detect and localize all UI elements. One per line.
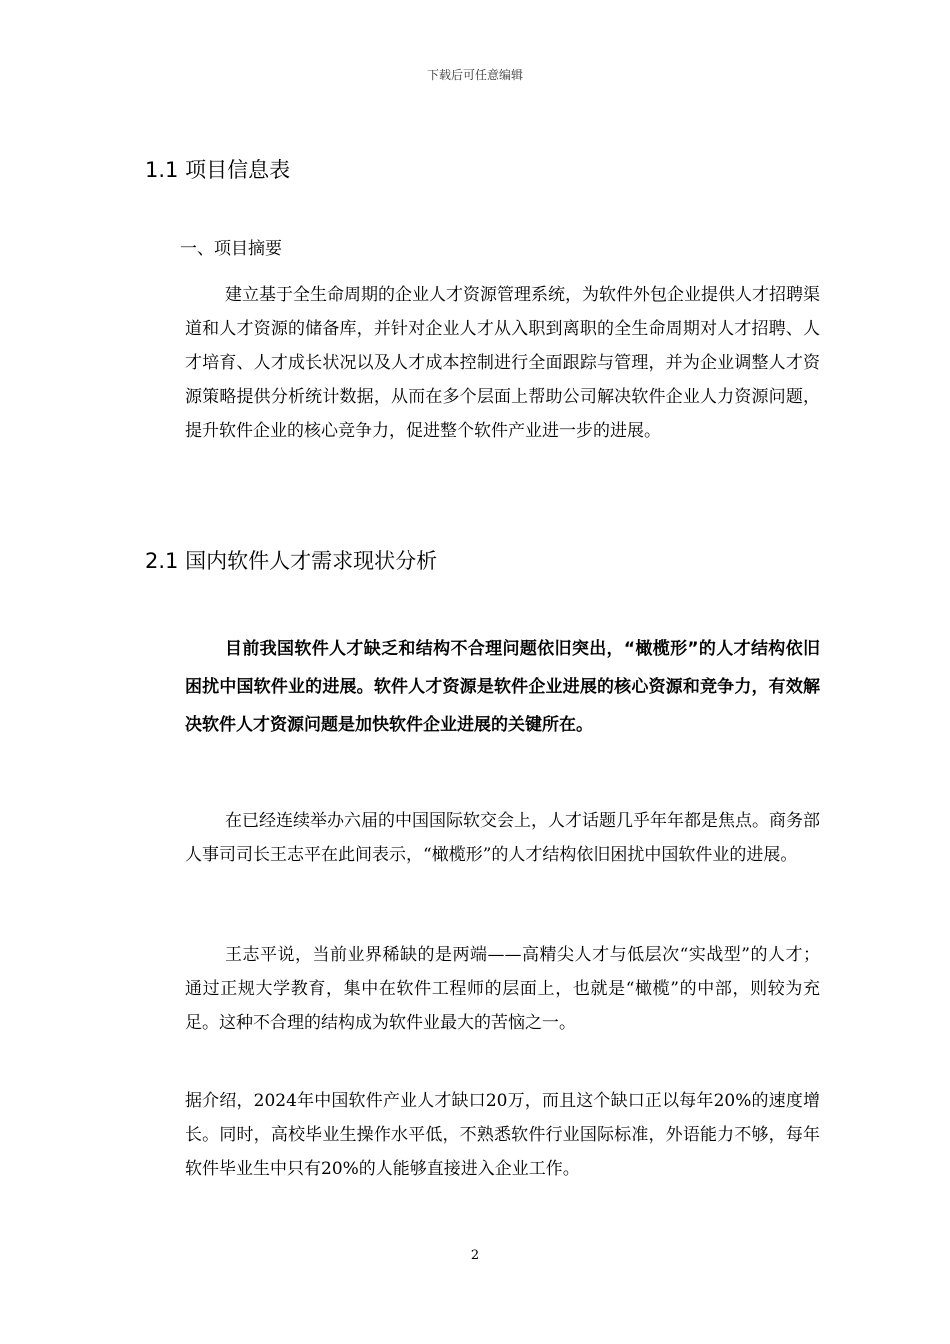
page-header: 下载后可任意编辑 [426, 68, 523, 82]
paragraph-software-fair: 在已经连续举办六届的中国国际软交会上，人才话题几乎年年都是焦点。商务部人事司司长王志平在此间表示，“橄榄形”的人才结构依旧困扰中国软件业的进展。 [185, 811, 820, 865]
paragraph-project-summary: 建立基于全生命周期的企业人才资源管理系统，为软件外包企业提供人才招聘渠道和人才资源的储备库，并针对企业人才从入职到离职的全生命周期对人才招聘、人才培育、人才成长状况以及人才成本控制进行全面跟踪与管理，并为企业调整人才资源策略提供分析统计数据，从而在多个层面上帮助公司解决软件企业人力资源问题，提升软件企业的核心竞争力，促进整个软件产业进一步的进展。 [185, 285, 820, 441]
paragraph-talent-gap: 据介绍，2024年中国软件产业人才缺口20万，而且这个缺口正以每年20%的速度增长。同时，高校毕业生操作水平低，不熟悉软件行业国际标准，外语能力不够，每年软件毕业生中只有20%的人能够直接进入企业工作。 [185, 1091, 820, 1179]
paragraph-wang-zhiping: 王志平说，当前业界稀缺的是两端——高精尖人才与低层次“实战型”的人才；通过正规大学教育，集中在软件工程师的层面上，也就是“橄榄”的中部，则较为充足。这种不合理的结构成为软件业最大的苦恼之一。 [185, 945, 820, 1033]
paragraph-bold-summary: 目前我国软件人才缺乏和结构不合理问题依旧突出，“橄榄形”的人才结构依旧困扰中国软件业的进展。软件人才资源是软件企业进展的核心资源和竞争力，有效解决软件人才资源问题是加快软件企业进展的关键所在。 [185, 639, 820, 735]
subheading-project-summary: 一、项目摘要 [180, 239, 282, 259]
section-heading-talent-analysis: 2.1 国内软件人才需求现状分析 [145, 549, 438, 573]
section-heading-project-info: 1.1 项目信息表 [145, 158, 291, 182]
page-number: 2 [470, 1248, 480, 1263]
